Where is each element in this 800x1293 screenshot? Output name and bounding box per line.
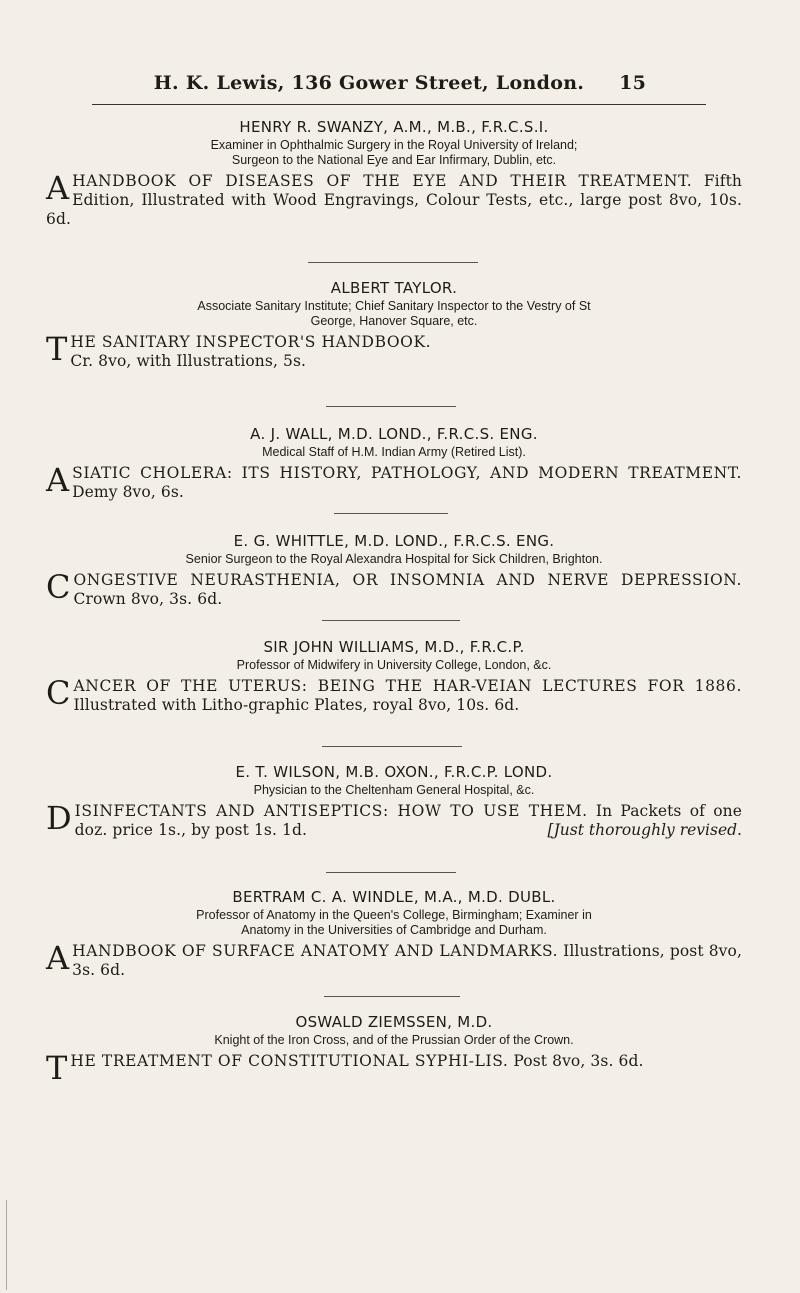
- title-caps: HE SANITARY INSPECTOR'S HANDBOOK.: [70, 333, 432, 351]
- section-divider: [308, 262, 478, 263]
- author-name: E. G. WHITTLE, M.D. LOND., F.R.C.S. ENG.: [233, 532, 555, 550]
- book-entry-taylor: [46, 279, 742, 371]
- title-details: Post 8vo, 3s. 6d.: [513, 1052, 644, 1070]
- drop-cap: T: [46, 1049, 68, 1087]
- section-divider: [334, 513, 448, 514]
- author-credential: Physician to the Cheltenham General Hospital, &c.: [253, 783, 535, 797]
- drop-cap: A: [46, 461, 70, 499]
- drop-cap: D: [46, 799, 72, 837]
- book-entry-williams: [46, 638, 742, 715]
- section-divider: [322, 746, 462, 747]
- title-details: In Packets of one doz. price 1s., by post 1s. 1d.: [74, 802, 743, 839]
- title-details: Illustrated with Litho-graphic Plates, royal 8vo, 10s. 6d.: [73, 696, 520, 714]
- author-credential: George, Hanover Square, etc.: [310, 314, 478, 328]
- drop-cap: C: [46, 674, 71, 712]
- section-divider: [324, 996, 460, 997]
- author-credential: Knight of the Iron Cross, and of the Prussian Order of the Crown.: [214, 1033, 574, 1047]
- book-entry-ziemssen: [46, 1013, 742, 1087]
- drop-cap: C: [46, 568, 71, 606]
- title-details: Fifth Edition, Illustrated with Wood Engravings, Colour Tests, etc., large post 8vo, 10s. 6d.: [46, 172, 742, 228]
- author-credential: Examiner in Ophthalmic Surgery in the Royal University of Ireland;: [210, 138, 578, 152]
- drop-cap: T: [46, 330, 68, 368]
- running-header: [0, 72, 800, 94]
- section-divider: [326, 872, 456, 873]
- header-text: H. K. Lewis, 136 Gower Street, London.: [153, 72, 585, 94]
- section-divider: [326, 406, 456, 407]
- book-entry-swanzy: [46, 118, 742, 229]
- book-title: [46, 330, 742, 371]
- author-credential: Associate Sanitary Institute; Chief Sanitary Inspector to the Vestry of St: [197, 299, 591, 313]
- book-title: [46, 1049, 742, 1087]
- book-entry-wilson: [46, 763, 742, 840]
- title-caps: HANDBOOK OF DISEASES OF THE EYE AND THEIR TREATMENT.: [72, 172, 693, 190]
- section-divider: [322, 620, 460, 621]
- book-title: [46, 568, 742, 609]
- author-credential: Surgeon to the National Eye and Ear Infirmary, Dublin, etc.: [231, 153, 557, 167]
- title-caps: HANDBOOK OF SURFACE ANATOMY AND LANDMARKS.: [72, 942, 559, 960]
- page-number: 15: [619, 72, 647, 94]
- author-credential: Medical Staff of H.M. Indian Army (Retired List).: [262, 445, 526, 459]
- book-entry-wall: [46, 425, 742, 502]
- binding-edge-mark: [6, 1200, 7, 1290]
- drop-cap: A: [46, 169, 70, 207]
- author-name: HENRY R. SWANZY, A.M., M.B., F.R.C.S.I.: [239, 118, 549, 136]
- book-title: [46, 799, 743, 840]
- title-details: Demy 8vo, 6s.: [72, 483, 184, 501]
- book-title: [46, 939, 742, 980]
- title-details: Cr. 8vo, with Illustrations, 5s.: [70, 352, 307, 370]
- book-entry-whittle: [46, 532, 742, 609]
- author-name: OSWALD ZIEMSSEN, M.D.: [295, 1013, 493, 1031]
- title-caps: HE TREATMENT OF CONSTITUTIONAL SYPHI-LIS.: [70, 1052, 509, 1070]
- book-title: [46, 674, 742, 715]
- author-credential: Professor of Anatomy in the Queen's College, Birmingham; Examiner in: [196, 908, 592, 922]
- author-name: BERTRAM C. A. WINDLE, M.A., M.D. DUBL.: [232, 888, 556, 906]
- title-details: Illustrations, post 8vo, 3s. 6d.: [72, 942, 742, 979]
- author-name: E. T. WILSON, M.B. OXON., F.R.C.P. LOND.: [235, 763, 553, 781]
- author-credential: Anatomy in the Universities of Cambridge and Durham.: [241, 923, 547, 937]
- title-details: Crown 8vo, 3s. 6d.: [73, 590, 223, 608]
- revision-note: [Just thoroughly revised.: [547, 821, 742, 839]
- author-credential: Senior Surgeon to the Royal Alexandra Hospital for Sick Children, Brighton.: [185, 552, 603, 566]
- book-title: [46, 461, 742, 502]
- author-credential: Professor of Midwifery in University College, London, &c.: [236, 658, 552, 672]
- book-title: [46, 169, 742, 229]
- title-caps: ISINFECTANTS AND ANTISEPTICS: HOW TO USE THEM.: [74, 802, 588, 820]
- drop-cap: A: [46, 939, 70, 977]
- title-caps: ONGESTIVE NEURASTHENIA, OR INSOMNIA AND NERVE DEPRESSION.: [73, 571, 742, 589]
- title-caps: ANCER OF THE UTERUS: BEING THE HAR-VEIAN LECTURES FOR 1886.: [73, 677, 742, 695]
- author-name: SIR JOHN WILLIAMS, M.D., F.R.C.P.: [263, 638, 525, 656]
- header-rule: [92, 104, 706, 105]
- book-entry-windle: [46, 888, 742, 980]
- author-name: A. J. WALL, M.D. LOND., F.R.C.S. ENG.: [250, 425, 538, 443]
- title-caps: SIATIC CHOLERA: ITS HISTORY, PATHOLOGY, AND MODERN TREATMENT.: [72, 464, 742, 482]
- author-name: ALBERT TAYLOR.: [330, 279, 458, 297]
